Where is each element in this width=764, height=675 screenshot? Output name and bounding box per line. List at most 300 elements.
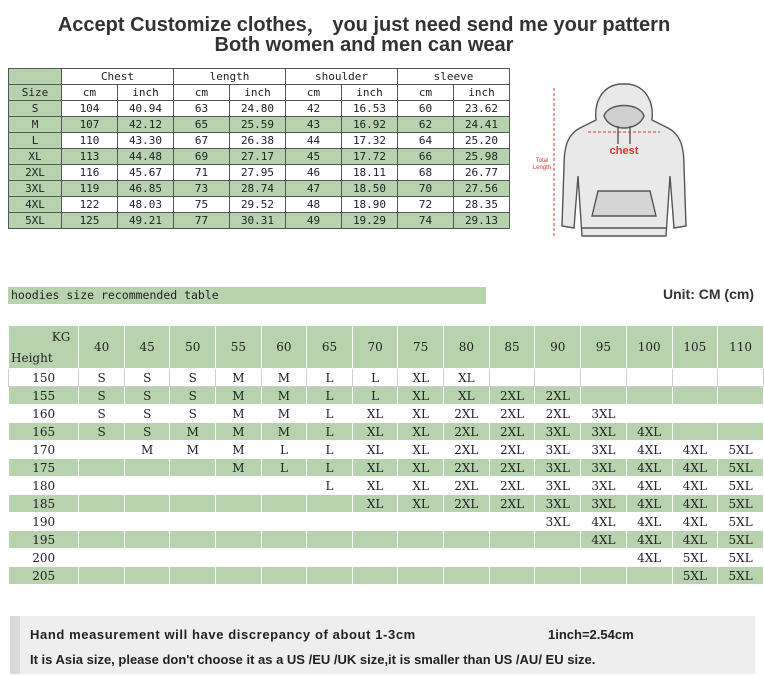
- size-cell: [489, 567, 535, 585]
- size-cell: [216, 567, 262, 585]
- size-table-group-length: length: [174, 69, 286, 85]
- size-cell: 3XL: [535, 459, 581, 477]
- size-cell: 5XL: [718, 495, 764, 513]
- size-table-row: [9, 165, 510, 181]
- size-cell: L: [307, 441, 353, 459]
- size-cell: [79, 441, 125, 459]
- size-cell: 2XL: [535, 405, 581, 423]
- size-cell: M: [216, 459, 262, 477]
- size-table-cell: 45.67: [118, 165, 174, 181]
- size-cell: [352, 567, 398, 585]
- size-table-cell: 62: [398, 117, 454, 133]
- size-cell: M: [261, 387, 307, 405]
- size-table-cell: 72: [398, 197, 454, 213]
- size-table-size-cell: 4XL: [9, 197, 62, 213]
- size-cell: [261, 495, 307, 513]
- unit-label: Unit: CM (cm): [663, 286, 754, 302]
- size-cell: 4XL: [626, 531, 672, 549]
- weight-header: 75: [398, 326, 444, 369]
- size-cell: [581, 369, 627, 387]
- size-table-cell: 44: [286, 133, 342, 149]
- size-cell: 4XL: [672, 531, 718, 549]
- recommended-row: [9, 495, 764, 513]
- size-cell: M: [216, 441, 262, 459]
- size-cell: [626, 405, 672, 423]
- size-table-cell: 125: [62, 213, 118, 229]
- recommended-row: [9, 567, 764, 585]
- size-cell: [216, 531, 262, 549]
- height-cell: 190: [9, 513, 79, 531]
- size-cell: L: [352, 369, 398, 387]
- height-cell: 160: [9, 405, 79, 423]
- size-cell: [170, 531, 216, 549]
- size-cell: 5XL: [672, 549, 718, 567]
- size-cell: [672, 369, 718, 387]
- size-cell: [307, 531, 353, 549]
- size-cell: 2XL: [443, 405, 489, 423]
- size-table-cell: 70: [398, 181, 454, 197]
- size-cell: XL: [398, 369, 444, 387]
- chest-label: chest: [609, 145, 639, 157]
- size-cell: M: [216, 405, 262, 423]
- size-cell: 3XL: [581, 477, 627, 495]
- size-cell: [581, 549, 627, 567]
- size-cell: 5XL: [718, 567, 764, 585]
- size-table-cell: 29.52: [230, 197, 286, 213]
- size-cell: [261, 567, 307, 585]
- size-cell: [79, 477, 125, 495]
- size-cell: XL: [443, 369, 489, 387]
- size-cell: [79, 567, 125, 585]
- size-cell: 4XL: [672, 495, 718, 513]
- size-table-size-cell: S: [9, 101, 62, 117]
- size-table-cell: 24.80: [230, 101, 286, 117]
- recommended-row: [9, 477, 764, 495]
- size-cell: [124, 531, 170, 549]
- height-cell: 165: [9, 423, 79, 441]
- size-cell: [398, 513, 444, 531]
- size-cell: 3XL: [581, 441, 627, 459]
- size-table-unit-inch: inch: [230, 85, 286, 101]
- size-cell: [124, 459, 170, 477]
- note-inch-conversion: 1inch=2.54cm: [548, 627, 634, 642]
- size-table-row: [9, 117, 510, 133]
- size-cell: M: [170, 423, 216, 441]
- hoodie-illustration: [524, 76, 724, 246]
- size-table-unit-cm: cm: [174, 85, 230, 101]
- size-table-group-header-row: [9, 69, 510, 85]
- size-cell: XL: [352, 477, 398, 495]
- size-table-cell: 48: [286, 197, 342, 213]
- size-cell: S: [124, 387, 170, 405]
- size-cell: [443, 567, 489, 585]
- size-cell: [261, 549, 307, 567]
- size-cell: 5XL: [718, 441, 764, 459]
- size-table-size-label: Size: [9, 85, 62, 101]
- size-cell: [216, 513, 262, 531]
- size-table-cell: 64: [398, 133, 454, 149]
- recommended-row: [9, 441, 764, 459]
- size-cell: [79, 495, 125, 513]
- size-cell: 2XL: [443, 477, 489, 495]
- size-cell: [216, 549, 262, 567]
- size-cell: [398, 567, 444, 585]
- size-cell: 4XL: [626, 459, 672, 477]
- recommended-table-caption: hoodies size recommended table: [8, 287, 486, 304]
- size-cell: 2XL: [489, 423, 535, 441]
- size-table-cell: 23.62: [454, 101, 510, 117]
- size-cell: 4XL: [626, 441, 672, 459]
- size-cell: 4XL: [672, 513, 718, 531]
- size-cell: XL: [398, 459, 444, 477]
- size-cell: [672, 405, 718, 423]
- size-table-cell: 71: [174, 165, 230, 181]
- size-cell: [672, 387, 718, 405]
- size-cell: [443, 513, 489, 531]
- size-table-corner: [9, 69, 62, 85]
- size-table-cell: 30.31: [230, 213, 286, 229]
- size-table-cell: 25.59: [230, 117, 286, 133]
- size-cell: XL: [398, 477, 444, 495]
- size-table-unit-header-row: [9, 85, 510, 101]
- size-cell: [398, 531, 444, 549]
- header-line-2: Both women and men can wear: [214, 34, 514, 56]
- size-cell: [535, 549, 581, 567]
- size-table-size-cell: M: [9, 117, 62, 133]
- size-cell: [443, 549, 489, 567]
- size-cell: 4XL: [626, 423, 672, 441]
- size-table-unit-inch: inch: [118, 85, 174, 101]
- weight-header: 70: [352, 326, 398, 369]
- recommended-row: [9, 387, 764, 405]
- size-table-unit-cm: cm: [286, 85, 342, 101]
- size-cell: M: [170, 441, 216, 459]
- weight-header: 95: [581, 326, 627, 369]
- recommended-header-row: [9, 326, 764, 369]
- size-cell: 2XL: [443, 423, 489, 441]
- size-cell: 5XL: [718, 513, 764, 531]
- size-cell: [718, 387, 764, 405]
- size-table-cell: 18.11: [342, 165, 398, 181]
- size-cell: XL: [398, 441, 444, 459]
- weight-header: 110: [718, 326, 764, 369]
- size-table-cell: 17.32: [342, 133, 398, 149]
- size-cell: XL: [443, 387, 489, 405]
- size-table-cell: 25.98: [454, 149, 510, 165]
- size-cell: 4XL: [626, 549, 672, 567]
- weight-header: 45: [124, 326, 170, 369]
- size-cell: [626, 387, 672, 405]
- size-cell: [489, 513, 535, 531]
- size-cell: [718, 369, 764, 387]
- size-cell: L: [261, 441, 307, 459]
- size-cell: 4XL: [626, 495, 672, 513]
- hoodie-icon: [562, 84, 686, 236]
- size-cell: [352, 513, 398, 531]
- size-table-size-cell: 2XL: [9, 165, 62, 181]
- size-table-cell: 107: [62, 117, 118, 133]
- recommended-row: [9, 369, 764, 387]
- size-table-cell: 24.41: [454, 117, 510, 133]
- size-table-cell: 69: [174, 149, 230, 165]
- size-table-cell: 67: [174, 133, 230, 149]
- height-cell: 195: [9, 531, 79, 549]
- height-cell: 200: [9, 549, 79, 567]
- size-cell: XL: [352, 459, 398, 477]
- size-table-cell: 44.48: [118, 149, 174, 165]
- size-table-unit-inch: inch: [342, 85, 398, 101]
- size-cell: 3XL: [535, 477, 581, 495]
- size-cell: 2XL: [443, 459, 489, 477]
- weight-header: 80: [443, 326, 489, 369]
- height-cell: 175: [9, 459, 79, 477]
- size-cell: 5XL: [718, 459, 764, 477]
- size-table-cell: 116: [62, 165, 118, 181]
- size-cell: S: [79, 405, 125, 423]
- size-table-cell: 47: [286, 181, 342, 197]
- size-cell: XL: [398, 495, 444, 513]
- size-cell: 2XL: [489, 387, 535, 405]
- size-table-cell: 63: [174, 101, 230, 117]
- size-cell: [216, 495, 262, 513]
- size-table-cell: 46.85: [118, 181, 174, 197]
- size-table-row: [9, 133, 510, 149]
- size-cell: [398, 549, 444, 567]
- size-table-cell: 18.50: [342, 181, 398, 197]
- size-cell: XL: [352, 405, 398, 423]
- size-table-group-chest: Chest: [62, 69, 174, 85]
- size-cell: L: [352, 387, 398, 405]
- size-table-cell: 40.94: [118, 101, 174, 117]
- size-cell: [170, 549, 216, 567]
- size-cell: 3XL: [535, 423, 581, 441]
- size-table-cell: 77: [174, 213, 230, 229]
- size-cell: [261, 531, 307, 549]
- size-cell: XL: [352, 495, 398, 513]
- size-cell: L: [307, 459, 353, 477]
- size-cell: L: [307, 405, 353, 423]
- size-cell: 4XL: [626, 513, 672, 531]
- size-cell: L: [307, 423, 353, 441]
- size-cell: XL: [398, 405, 444, 423]
- size-cell: [124, 567, 170, 585]
- height-cell: 170: [9, 441, 79, 459]
- size-table-cell: 46: [286, 165, 342, 181]
- kg-label: KG: [51, 330, 71, 344]
- size-cell: L: [307, 369, 353, 387]
- size-table-size-cell: 5XL: [9, 213, 62, 229]
- recommended-corner-cell: [9, 326, 79, 369]
- size-cell: [124, 495, 170, 513]
- size-cell: 2XL: [535, 387, 581, 405]
- size-table-cell: 49: [286, 213, 342, 229]
- size-table-cell: 110: [62, 133, 118, 149]
- size-cell: [261, 477, 307, 495]
- size-table-row: [9, 197, 510, 213]
- size-cell: S: [170, 369, 216, 387]
- height-cell: 180: [9, 477, 79, 495]
- size-table-row: [9, 101, 510, 117]
- header-line-1: Accept Customize clothes， you just need send me your pattern: [57, 14, 671, 36]
- recommended-row: [9, 531, 764, 549]
- size-cell: XL: [352, 423, 398, 441]
- size-cell: 2XL: [443, 441, 489, 459]
- size-table-cell: 28.74: [230, 181, 286, 197]
- size-cell: 5XL: [672, 567, 718, 585]
- size-cell: M: [216, 387, 262, 405]
- size-table-cell: 119: [62, 181, 118, 197]
- size-table-cell: 49.21: [118, 213, 174, 229]
- height-cell: 155: [9, 387, 79, 405]
- size-cell: 2XL: [489, 495, 535, 513]
- size-cell: XL: [398, 423, 444, 441]
- size-table-cell: 60: [398, 101, 454, 117]
- size-cell: S: [124, 423, 170, 441]
- height-cell: 150: [9, 369, 79, 387]
- notes-accent-bar: [10, 616, 20, 674]
- size-cell: [170, 567, 216, 585]
- size-cell: M: [261, 405, 307, 423]
- note-measurement: Hand measurement will have discrepancy of about 1-3cm: [30, 627, 416, 642]
- size-cell: 4XL: [672, 441, 718, 459]
- size-cell: 3XL: [581, 495, 627, 513]
- size-cell: [307, 495, 353, 513]
- weight-header: 105: [672, 326, 718, 369]
- size-cell: [170, 459, 216, 477]
- weight-header: 50: [170, 326, 216, 369]
- weight-header: 60: [261, 326, 307, 369]
- size-cell: [124, 477, 170, 495]
- size-cell: 2XL: [489, 477, 535, 495]
- size-cell: L: [307, 477, 353, 495]
- size-table-cell: 16.92: [342, 117, 398, 133]
- size-cell: [535, 531, 581, 549]
- size-table-cell: 73: [174, 181, 230, 197]
- size-table-cell: 74: [398, 213, 454, 229]
- size-table-unit-cm: cm: [62, 85, 118, 101]
- size-cell: 4XL: [672, 477, 718, 495]
- size-cell: [307, 567, 353, 585]
- size-chart-table: [8, 68, 510, 229]
- size-cell: [79, 531, 125, 549]
- size-cell: [307, 549, 353, 567]
- size-table-size-cell: 3XL: [9, 181, 62, 197]
- size-cell: 5XL: [718, 549, 764, 567]
- recommended-size-table: [8, 325, 764, 585]
- weight-header: 90: [535, 326, 581, 369]
- size-cell: XL: [352, 441, 398, 459]
- size-cell: 4XL: [581, 531, 627, 549]
- size-cell: [489, 549, 535, 567]
- size-table-cell: 27.95: [230, 165, 286, 181]
- size-cell: S: [170, 405, 216, 423]
- recommended-row: [9, 405, 764, 423]
- size-table-cell: 45: [286, 149, 342, 165]
- height-cell: 205: [9, 567, 79, 585]
- size-cell: [79, 549, 125, 567]
- recommended-row: [9, 423, 764, 441]
- size-cell: 2XL: [489, 405, 535, 423]
- size-table-cell: 43: [286, 117, 342, 133]
- size-table-cell: 26.38: [230, 133, 286, 149]
- total-length-label-2: Length: [532, 165, 552, 171]
- size-cell: 4XL: [581, 513, 627, 531]
- size-table-cell: 122: [62, 197, 118, 213]
- size-table-cell: 66: [398, 149, 454, 165]
- size-cell: [443, 531, 489, 549]
- size-cell: [718, 423, 764, 441]
- size-cell: M: [124, 441, 170, 459]
- size-cell: L: [261, 459, 307, 477]
- recommended-row: [9, 459, 764, 477]
- size-cell: M: [261, 423, 307, 441]
- size-cell: 3XL: [581, 405, 627, 423]
- size-cell: [581, 387, 627, 405]
- size-table-cell: 27.56: [454, 181, 510, 197]
- size-table-cell: 17.72: [342, 149, 398, 165]
- size-cell: [626, 369, 672, 387]
- size-table-cell: 113: [62, 149, 118, 165]
- size-cell: S: [79, 387, 125, 405]
- size-table-cell: 42.12: [118, 117, 174, 133]
- size-cell: [535, 369, 581, 387]
- size-cell: 3XL: [581, 459, 627, 477]
- size-cell: 5XL: [718, 531, 764, 549]
- total-length-label-1: Total: [535, 158, 549, 164]
- size-cell: S: [124, 369, 170, 387]
- size-table-cell: 28.35: [454, 197, 510, 213]
- size-cell: 4XL: [672, 459, 718, 477]
- size-table-cell: 16.53: [342, 101, 398, 117]
- size-table-cell: 43.30: [118, 133, 174, 149]
- size-cell: [124, 549, 170, 567]
- size-cell: 3XL: [535, 513, 581, 531]
- recommended-row: [9, 549, 764, 567]
- size-cell: XL: [398, 387, 444, 405]
- size-cell: 2XL: [489, 459, 535, 477]
- size-cell: [352, 549, 398, 567]
- size-cell: [79, 459, 125, 477]
- size-cell: [352, 531, 398, 549]
- size-cell: [307, 513, 353, 531]
- size-table-unit-cm: cm: [398, 85, 454, 101]
- size-table-cell: 25.20: [454, 133, 510, 149]
- size-cell: [718, 405, 764, 423]
- size-cell: 3XL: [535, 441, 581, 459]
- size-cell: [535, 567, 581, 585]
- size-table-cell: 65: [174, 117, 230, 133]
- size-table-cell: 48.03: [118, 197, 174, 213]
- size-table-row: [9, 213, 510, 229]
- size-cell: M: [216, 369, 262, 387]
- size-cell: [170, 513, 216, 531]
- size-table-size-cell: L: [9, 133, 62, 149]
- weight-header: 100: [626, 326, 672, 369]
- size-table-row: [9, 181, 510, 197]
- size-cell: S: [79, 423, 125, 441]
- size-table-row: [9, 149, 510, 165]
- notes-box: [10, 616, 755, 674]
- size-cell: [672, 423, 718, 441]
- size-table-cell: 75: [174, 197, 230, 213]
- size-cell: [489, 531, 535, 549]
- size-cell: M: [261, 369, 307, 387]
- recommended-row: [9, 513, 764, 531]
- weight-header: 65: [307, 326, 353, 369]
- size-cell: 2XL: [489, 441, 535, 459]
- size-table-cell: 27.17: [230, 149, 286, 165]
- size-table-group-shoulder: shoulder: [286, 69, 398, 85]
